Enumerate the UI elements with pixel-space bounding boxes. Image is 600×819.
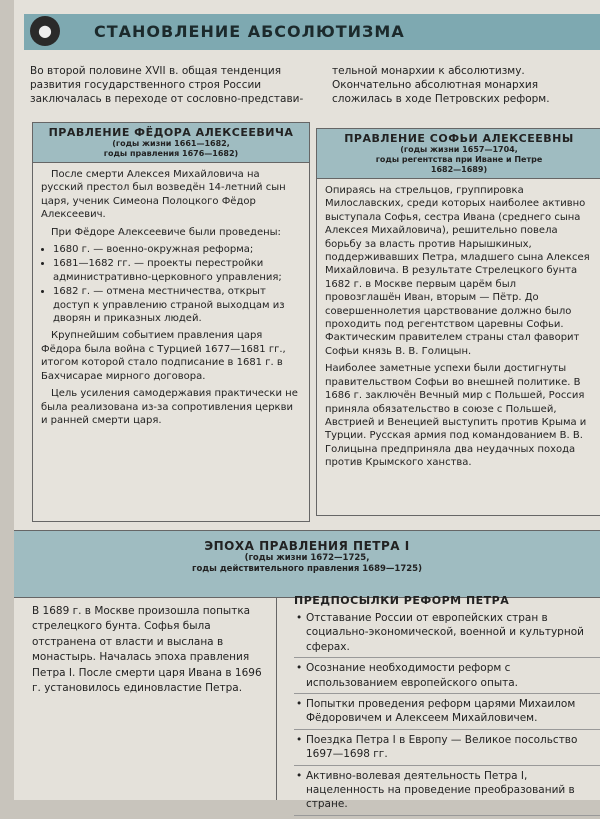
intro-left-column — [30, 64, 306, 106]
fedor-box-body — [33, 163, 309, 436]
fedor-dates-reign: годы правления 1676—1682) — [103, 149, 239, 158]
list-item: • 1681—1682 гг. — проекты перестройки административно-церковного управления; — [53, 257, 301, 284]
fedor-paragraph: Цель усиления самодержавия практически не была реализована из-за сопротивления церкви и ранней смерти царя. — [41, 388, 298, 426]
sofia-reign-box — [316, 128, 600, 516]
intro-text-left: Во второй половине XVII в. общая тенденция развития государственного строя России заключалась в переходе от сословно-представи- — [30, 65, 304, 105]
fedor-title: ПРАВЛЕНИЕ ФЁДОРА АЛЕКСЕЕВИЧА — [48, 126, 294, 139]
peter-epoch-banner — [14, 530, 600, 598]
reforms-title: ПРЕДПОСЫЛКИ РЕФОРМ ПЕТРА — [294, 594, 510, 607]
sofia-paragraph: Наиболее заметные успехи были достигнуты правительством Софьи во внешней политике. В 1686 г. заключён Вечный мир с Польшей, Россия приняла обязательство в союзе с Польшей, Австрией и Венецией выступить против Крыма и Турции. Русская армия под командованием В. В. Голицына предприняла два неудачных похода против Крымского ханства. — [325, 363, 587, 469]
epoch-dates-reign: годы действительного правления 1689—1725) — [192, 564, 422, 574]
peter-accession-text: В 1689 г. в Москве произошла попытка стрелецкого бунта. Софья была отстранена от власти и выслана в монастырь. Началась эпоха правления Петра I. После смерти царя Ивана в 1696 г. установилось единовластие Петра. — [32, 605, 262, 695]
fedor-box-header — [33, 123, 309, 163]
book-reader-icon: ● — [30, 16, 60, 46]
sofia-paragraph: Опираясь на стрельцов, группировка Милославских, среди которых наиболее активно выступала Софья, сестра Ивана (среднего сына Алексея Михайловича), решительно повела борьбу за власть против Нарышкиных, поддерживавших Петра, младшего сына Алексея Михайловича. В результате Стрелецкого бунта 1682 г. в Москве первым царём был провозглашён Иван, вторым — Пётр. До совершеннолетия царствование должно было проходить под регентством царевны Софьи. Фактическим правителем страны стал фаворит Софьи князь В. В. Голицын. — [325, 185, 590, 357]
reforms-list — [294, 611, 600, 816]
intro-text-right: тельной монархии к абсолютизму. Окончательно абсолютная монархия сложилась в ходе Петровских реформ. — [332, 65, 550, 105]
section-title: СТАНОВЛЕНИЕ АБСОЛЮТИЗМА — [94, 22, 405, 41]
fedor-reign-box — [32, 122, 310, 522]
sofia-dates-life: (годы жизни 1657—1704, — [400, 145, 518, 154]
list-item: • Попытки проведения реформ царями Михаилом Фёдоровичем и Алексеем Михайловичем. — [294, 697, 600, 730]
fedor-reforms-list — [41, 243, 301, 325]
list-item: • Осознание необходимости реформ с использованием европейского опыта. — [294, 661, 600, 694]
fedor-dates-life: (годы жизни 1661—1682, — [112, 139, 230, 148]
list-item: • 1680 г. — военно-окружная реформа; — [53, 243, 301, 256]
textbook-page — [14, 0, 600, 811]
list-item: • 1682 г. — отмена местничества, открыт доступ к управлению страной выходцам из дворян и приказных людей. — [53, 285, 301, 325]
reform-prerequisites-column — [294, 594, 600, 819]
epoch-title: ЭПОХА ПРАВЛЕНИЯ ПЕТРА I — [204, 539, 410, 553]
sofia-box-body — [317, 179, 600, 479]
fedor-paragraph: Крупнейшим событием правления царя Фёдора была война с Турцией 1677—1681 гг., итогом которой стало подписание в 1681 г. в Бахчисарае мирного договора. — [41, 330, 286, 382]
peter-accession-column — [14, 598, 277, 800]
intro-right-column — [332, 64, 600, 106]
sofia-box-header — [317, 129, 600, 179]
list-item: • Поездка Петра I в Европу — Великое посольство 1697—1698 гг. — [294, 733, 600, 766]
sofia-dates-years: 1682—1689) — [430, 165, 488, 174]
fedor-paragraph: После смерти Алексея Михайловича на русский престол был возведён 14-летний сын царя, ученик Симеона Полоцкого Фёдор Алексеевич. — [41, 169, 286, 221]
fedor-paragraph: При Фёдоре Алексеевиче были проведены: — [51, 226, 281, 238]
section-header — [24, 14, 600, 50]
list-item: • Отставание России от европейских стран в социально-экономической, военной и культурной сферах. — [294, 611, 600, 658]
sofia-dates-regency: годы регентства при Иване и Петре — [375, 155, 543, 164]
epoch-dates-life: (годы жизни 1672—1725, — [244, 553, 370, 563]
list-item: • Активно-волевая деятельность Петра I, нацеленность на проведение преобразований в стране. — [294, 769, 600, 816]
sofia-title: ПРАВЛЕНИЕ СОФЬИ АЛЕКСЕЕВНЫ — [344, 132, 574, 145]
